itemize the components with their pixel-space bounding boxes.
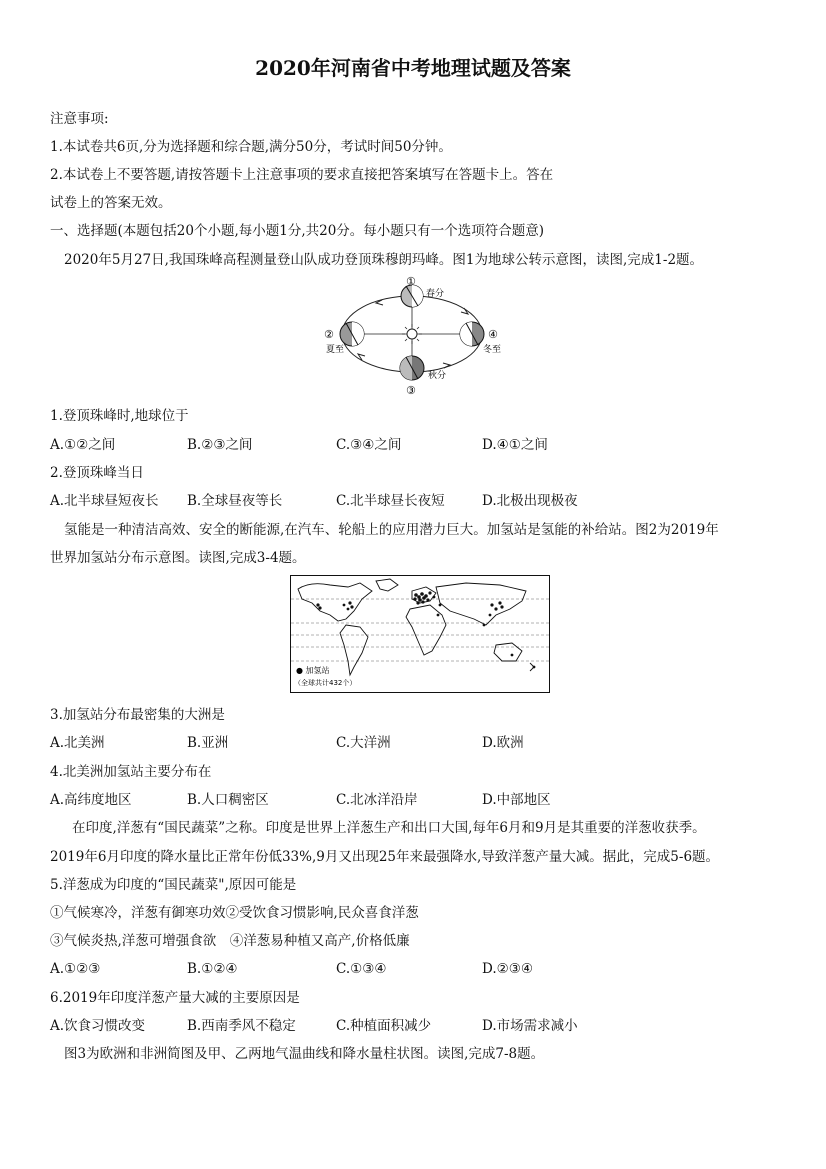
question-1-option-d[interactable]: D.④①之间 <box>482 437 548 453</box>
question-5-option-b[interactable]: B.①②④ <box>187 961 238 977</box>
sun-icon <box>402 324 422 344</box>
page-title: 2020年河南省中考地理试题及答案 <box>255 56 571 80</box>
earth-summer-icon <box>340 322 364 346</box>
intro-paragraph-3-cont: 2019年6月印度的降水量比正常年份低33%,9月又出现25年来最强降水,导致洋葱产量大减。据此，完成5-6题。 <box>50 849 720 865</box>
question-4-option-a[interactable]: A.高纬度地区 <box>50 792 132 808</box>
map-legend-total: （全球共计432个） <box>294 679 357 687</box>
label-1: ① <box>406 275 416 288</box>
question-3-option-d[interactable]: D.欧洲 <box>482 735 524 751</box>
world-hydrogen-station-map <box>290 575 550 693</box>
intro-paragraph-2-cont: 世界加氢站分布示意图。读图,完成3-4题。 <box>50 550 306 566</box>
question-3-stem: 3.加氢站分布最密集的大洲是 <box>50 707 225 723</box>
label-2: ② <box>324 328 334 341</box>
question-5-option-d[interactable]: D.②③④ <box>482 961 533 977</box>
question-1-stem: 1.登顶珠峰时,地球位于 <box>50 408 189 424</box>
earth-winter-icon <box>460 322 484 346</box>
label-autumn: 秋分 <box>428 371 447 381</box>
question-1-option-c[interactable]: C.③④之间 <box>336 437 402 453</box>
earth-autumn-icon <box>400 356 424 380</box>
notice-heading: 注意事项: <box>50 111 109 127</box>
intro-paragraph-4: 图3为欧洲和非洲简图及甲、乙两地气温曲线和降水量柱状图。读图,完成7-8题。 <box>64 1046 545 1062</box>
question-6-stem: 6.2019年印度洋葱产量大减的主要原因是 <box>50 990 300 1006</box>
question-5-option-a[interactable]: A.①②③ <box>50 961 101 977</box>
question-5-option-c[interactable]: C.①③④ <box>336 961 387 977</box>
question-6-option-c[interactable]: C.种植面积减少 <box>336 1018 432 1034</box>
question-2-option-c[interactable]: C.北半球昼长夜短 <box>336 493 445 509</box>
intro-paragraph-1: 2020年5月27日,我国珠峰高程测量登山队成功登顶珠穆朗玛峰。图1为地球公转示意图，读图,完成1-2题。 <box>64 252 704 268</box>
label-4: ④ <box>488 328 498 341</box>
question-3-option-b[interactable]: B.亚洲 <box>187 735 229 751</box>
question-4-option-d[interactable]: D.中部地区 <box>482 792 551 808</box>
earth-spring-icon <box>401 285 423 307</box>
earth-orbit-diagram <box>318 274 508 400</box>
question-5-statements-1: ①气候寒冷，洋葱有御寒功效②受饮食习惯影响,民众喜食洋葱 <box>50 905 419 921</box>
notice-item-2-cont: 试卷上的答案无效。 <box>50 195 172 211</box>
intro-paragraph-2: 氢能是一种清洁高效、安全的断能源,在汽车、轮船上的应用潜力巨大。加氢站是氢能的补给站。图2为2019年 <box>64 522 719 538</box>
question-4-option-b[interactable]: B.人口稠密区 <box>187 792 269 808</box>
label-summer: 夏至 <box>326 345 345 355</box>
question-2-option-b[interactable]: B.全球昼夜等长 <box>187 493 283 509</box>
label-winter: 冬至 <box>483 345 502 355</box>
question-5-statements-2: ③气候炎热,洋葱可增强食欲 ④洋葱易种植又高产,价格低廉 <box>50 933 410 949</box>
question-5-stem: 5.洋葱成为印度的“国民蔬菜",原因可能是 <box>50 877 297 893</box>
label-3: ③ <box>406 384 416 397</box>
notice-item-2: 2.本试卷上不要答题,请按答题卡上注意事项的要求直接把答案填写在答题卡上。答在 <box>50 167 554 183</box>
question-6-option-b[interactable]: B.西南季风不稳定 <box>187 1018 296 1034</box>
question-2-option-d[interactable]: D.北极出现极夜 <box>482 493 578 509</box>
map-legend-label: ● 加氢站 <box>296 666 330 675</box>
question-3-option-c[interactable]: C.大洋洲 <box>336 735 391 751</box>
label-spring: 春分 <box>426 289 445 299</box>
question-4-stem: 4.北美洲加氢站主要分布在 <box>50 764 212 780</box>
intro-paragraph-3: 在印度,洋葱有“国民蔬菜”之称。印度是世界上洋葱生产和出口大国,每年6月和9月是其重要的洋葱收获季。 <box>72 820 706 836</box>
question-2-stem: 2.登顶珠峰当日 <box>50 465 144 481</box>
notice-item-1: 1.本试卷共6页,分为选择题和综合题,满分50分，考试时间50分钟。 <box>50 139 452 155</box>
question-6-option-a[interactable]: A.饮食习惯改变 <box>50 1018 146 1034</box>
question-1-option-b[interactable]: B.②③之间 <box>187 437 253 453</box>
question-1-option-a[interactable]: A.①②之间 <box>50 437 116 453</box>
question-6-option-d[interactable]: D.市场需求减小 <box>482 1018 578 1034</box>
question-4-option-c[interactable]: C.北冰洋沿岸 <box>336 792 418 808</box>
section-heading: 一、选择题(本题包括20个小题,每小题1分,共20分。每小题只有一个选项符合题意) <box>50 223 545 239</box>
question-2-option-a[interactable]: A.北半球昼短夜长 <box>50 493 159 509</box>
question-3-option-a[interactable]: A.北美洲 <box>50 735 105 751</box>
